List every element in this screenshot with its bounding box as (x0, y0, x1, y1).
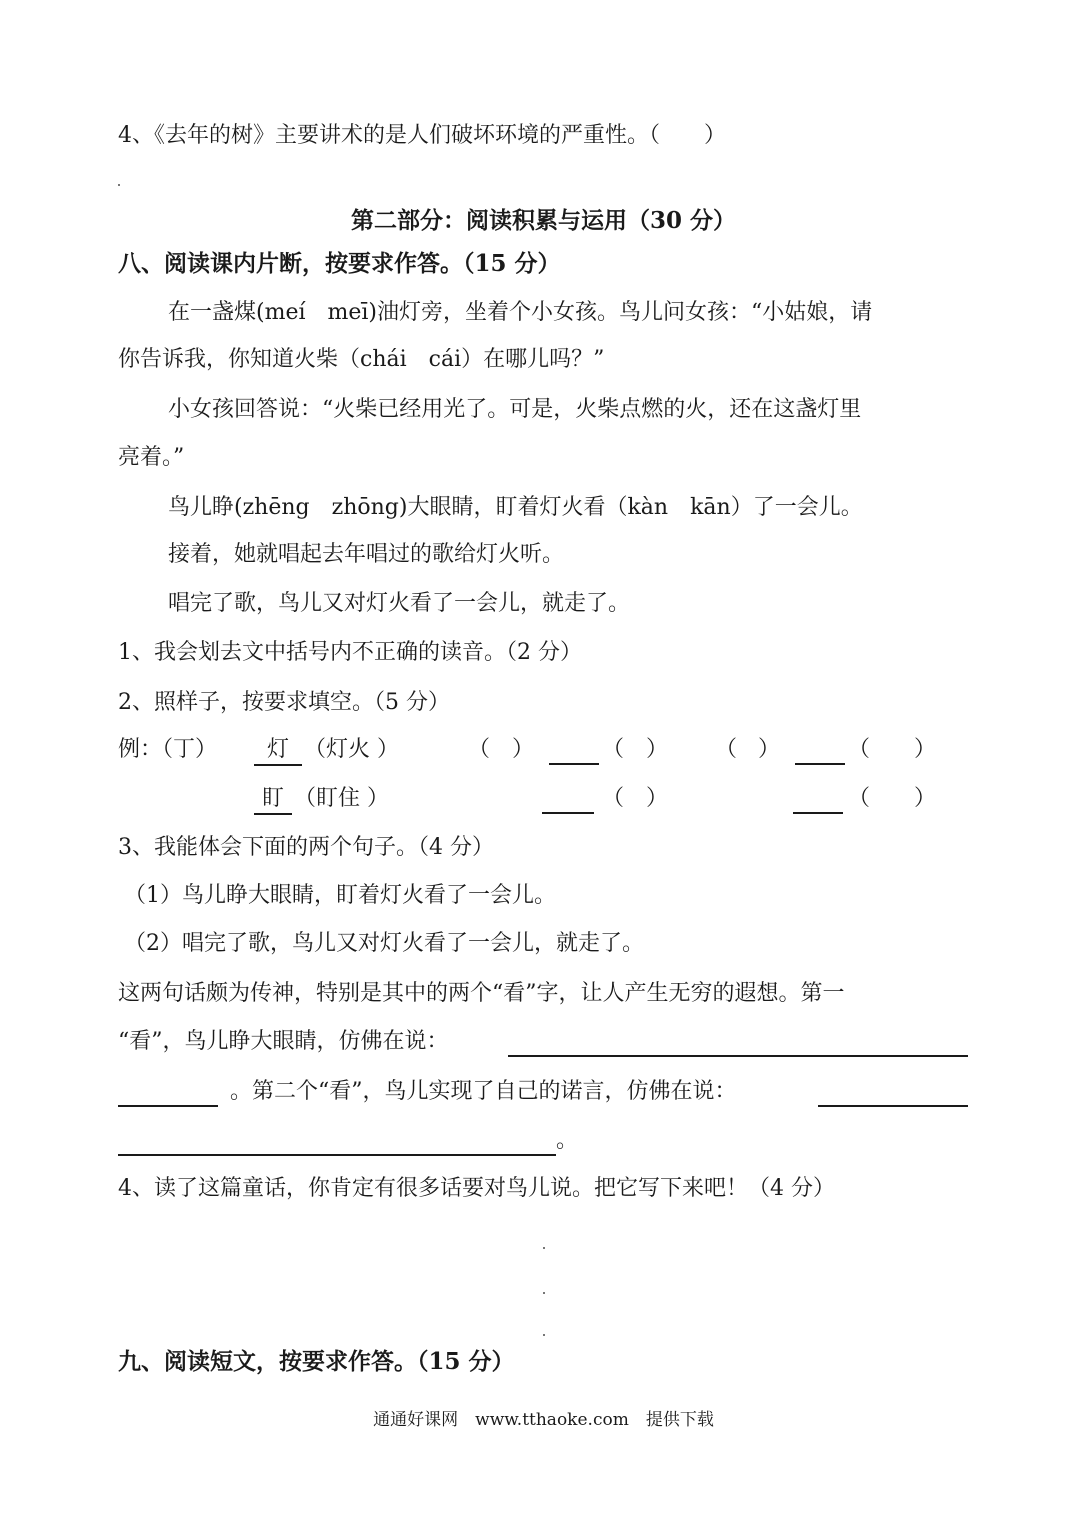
q2-paren-e-close: ） (646, 786, 669, 811)
q2-paren-a-close: ） (512, 737, 535, 762)
scan-speck (543, 1334, 545, 1336)
example-word-2 (254, 784, 292, 815)
page-footer: 通通好课网 www.tthaoke.com 提供下载 (373, 1410, 714, 1430)
example-word-1-fill: （灯火 ） (304, 737, 399, 762)
passage-p2-line2: 亮着。” (118, 445, 185, 470)
scan-speck (543, 1247, 545, 1249)
passage-p3: 鸟儿睁(zhēng zhōng)大眼睛，盯着灯火看（kàn kān）了一会儿。 (168, 495, 863, 520)
answer-line-2[interactable] (118, 1077, 218, 1107)
answer-line-3[interactable] (818, 1077, 968, 1107)
q2-paren-d-open: （ (848, 737, 871, 762)
question-1: 1、我会划去文中括号内不正确的读音。（2 分） (118, 640, 582, 665)
question-3-sentence-2: （2）唱完了歌，鸟儿又对灯火看了一会儿，就走了。 (124, 931, 644, 956)
example-label: 例：（丁） (118, 737, 218, 762)
question-3-sentence-1: （1）鸟儿睁大眼睛，盯着灯火看了一会儿。 (124, 883, 556, 908)
question-3-paragraph-line2: “看”，鸟儿睁大眼睛，仿佛在说： (118, 1029, 449, 1054)
question-4: 4、读了这篇童话，你肯定有很多话要对鸟儿说。把它写下来吧！（4 分） (118, 1176, 835, 1201)
q2-paren-a-open: （ (468, 737, 491, 762)
q2-paren-b-close: ） (646, 737, 669, 762)
q2-paren-d-close: ） (914, 737, 937, 762)
example-word-2-fill: （盯住 ） (294, 786, 389, 811)
passage-p1-line1: 在一盏煤(meí meī)油灯旁，坐着个小女孩。鸟儿问女孩：“小姑娘，请 (168, 300, 873, 325)
question-2: 2、照样子，按要求填空。（5 分） (118, 690, 450, 715)
q2-blank-c1[interactable] (795, 735, 845, 765)
example-word-2-char: 盯 (254, 785, 292, 815)
example-word-1-char: 灯 (254, 736, 302, 766)
question-3: 3、我能体会下面的两个句子。（4 分） (118, 835, 494, 860)
question-3-paragraph-line3: 。第二个“看”，鸟儿实现了自己的诺言，仿佛在说： (230, 1079, 737, 1104)
passage-p1-line2: 你告诉我，你知道火柴（chái cái）在哪儿吗？” (118, 347, 605, 372)
q2-paren-e-open: （ (602, 786, 625, 811)
passage-p2-line1: 小女孩回答说：“火柴已经用光了。可是，火柴点燃的火，还在这盏灯里 (168, 397, 862, 422)
q2-paren-f-close: ） (914, 786, 937, 811)
scan-speck (543, 1292, 545, 1294)
q2-blank-a2[interactable] (542, 784, 594, 814)
section9-heading: 九、阅读短文，按要求作答。（15 分） (118, 1348, 515, 1375)
passage-p5: 唱完了歌，鸟儿又对灯火看了一会儿，就走了。 (168, 591, 631, 616)
q2-blank-c2[interactable] (793, 784, 843, 814)
q2-blank-a1[interactable] (549, 735, 599, 765)
part2-title: 第二部分：阅读积累与运用（30 分） (350, 207, 736, 234)
passage-p4: 接着，她就唱起去年唱过的歌给灯火听。 (168, 542, 565, 567)
scan-speck (118, 184, 120, 186)
q2-paren-f-open: （ (848, 786, 871, 811)
example-word-1 (254, 735, 302, 766)
q2-paren-b-open: （ (602, 737, 625, 762)
answer-line-1[interactable] (508, 1027, 968, 1057)
question-4-part1: 4、《去年的树》主要讲术的是人们破坏环境的严重性。（ ） (118, 123, 726, 148)
question-3-paragraph-end: 。 (556, 1128, 579, 1153)
q2-paren-c-open: （ (715, 737, 738, 762)
answer-line-4[interactable] (118, 1126, 556, 1156)
q2-paren-c-close: ） (758, 737, 781, 762)
question-3-paragraph-line1: 这两句话颇为传神，特别是其中的两个“看”字，让人产生无穷的遐想。第一 (118, 981, 845, 1006)
section8-heading: 八、阅读课内片断，按要求作答。（15 分） (118, 250, 561, 277)
